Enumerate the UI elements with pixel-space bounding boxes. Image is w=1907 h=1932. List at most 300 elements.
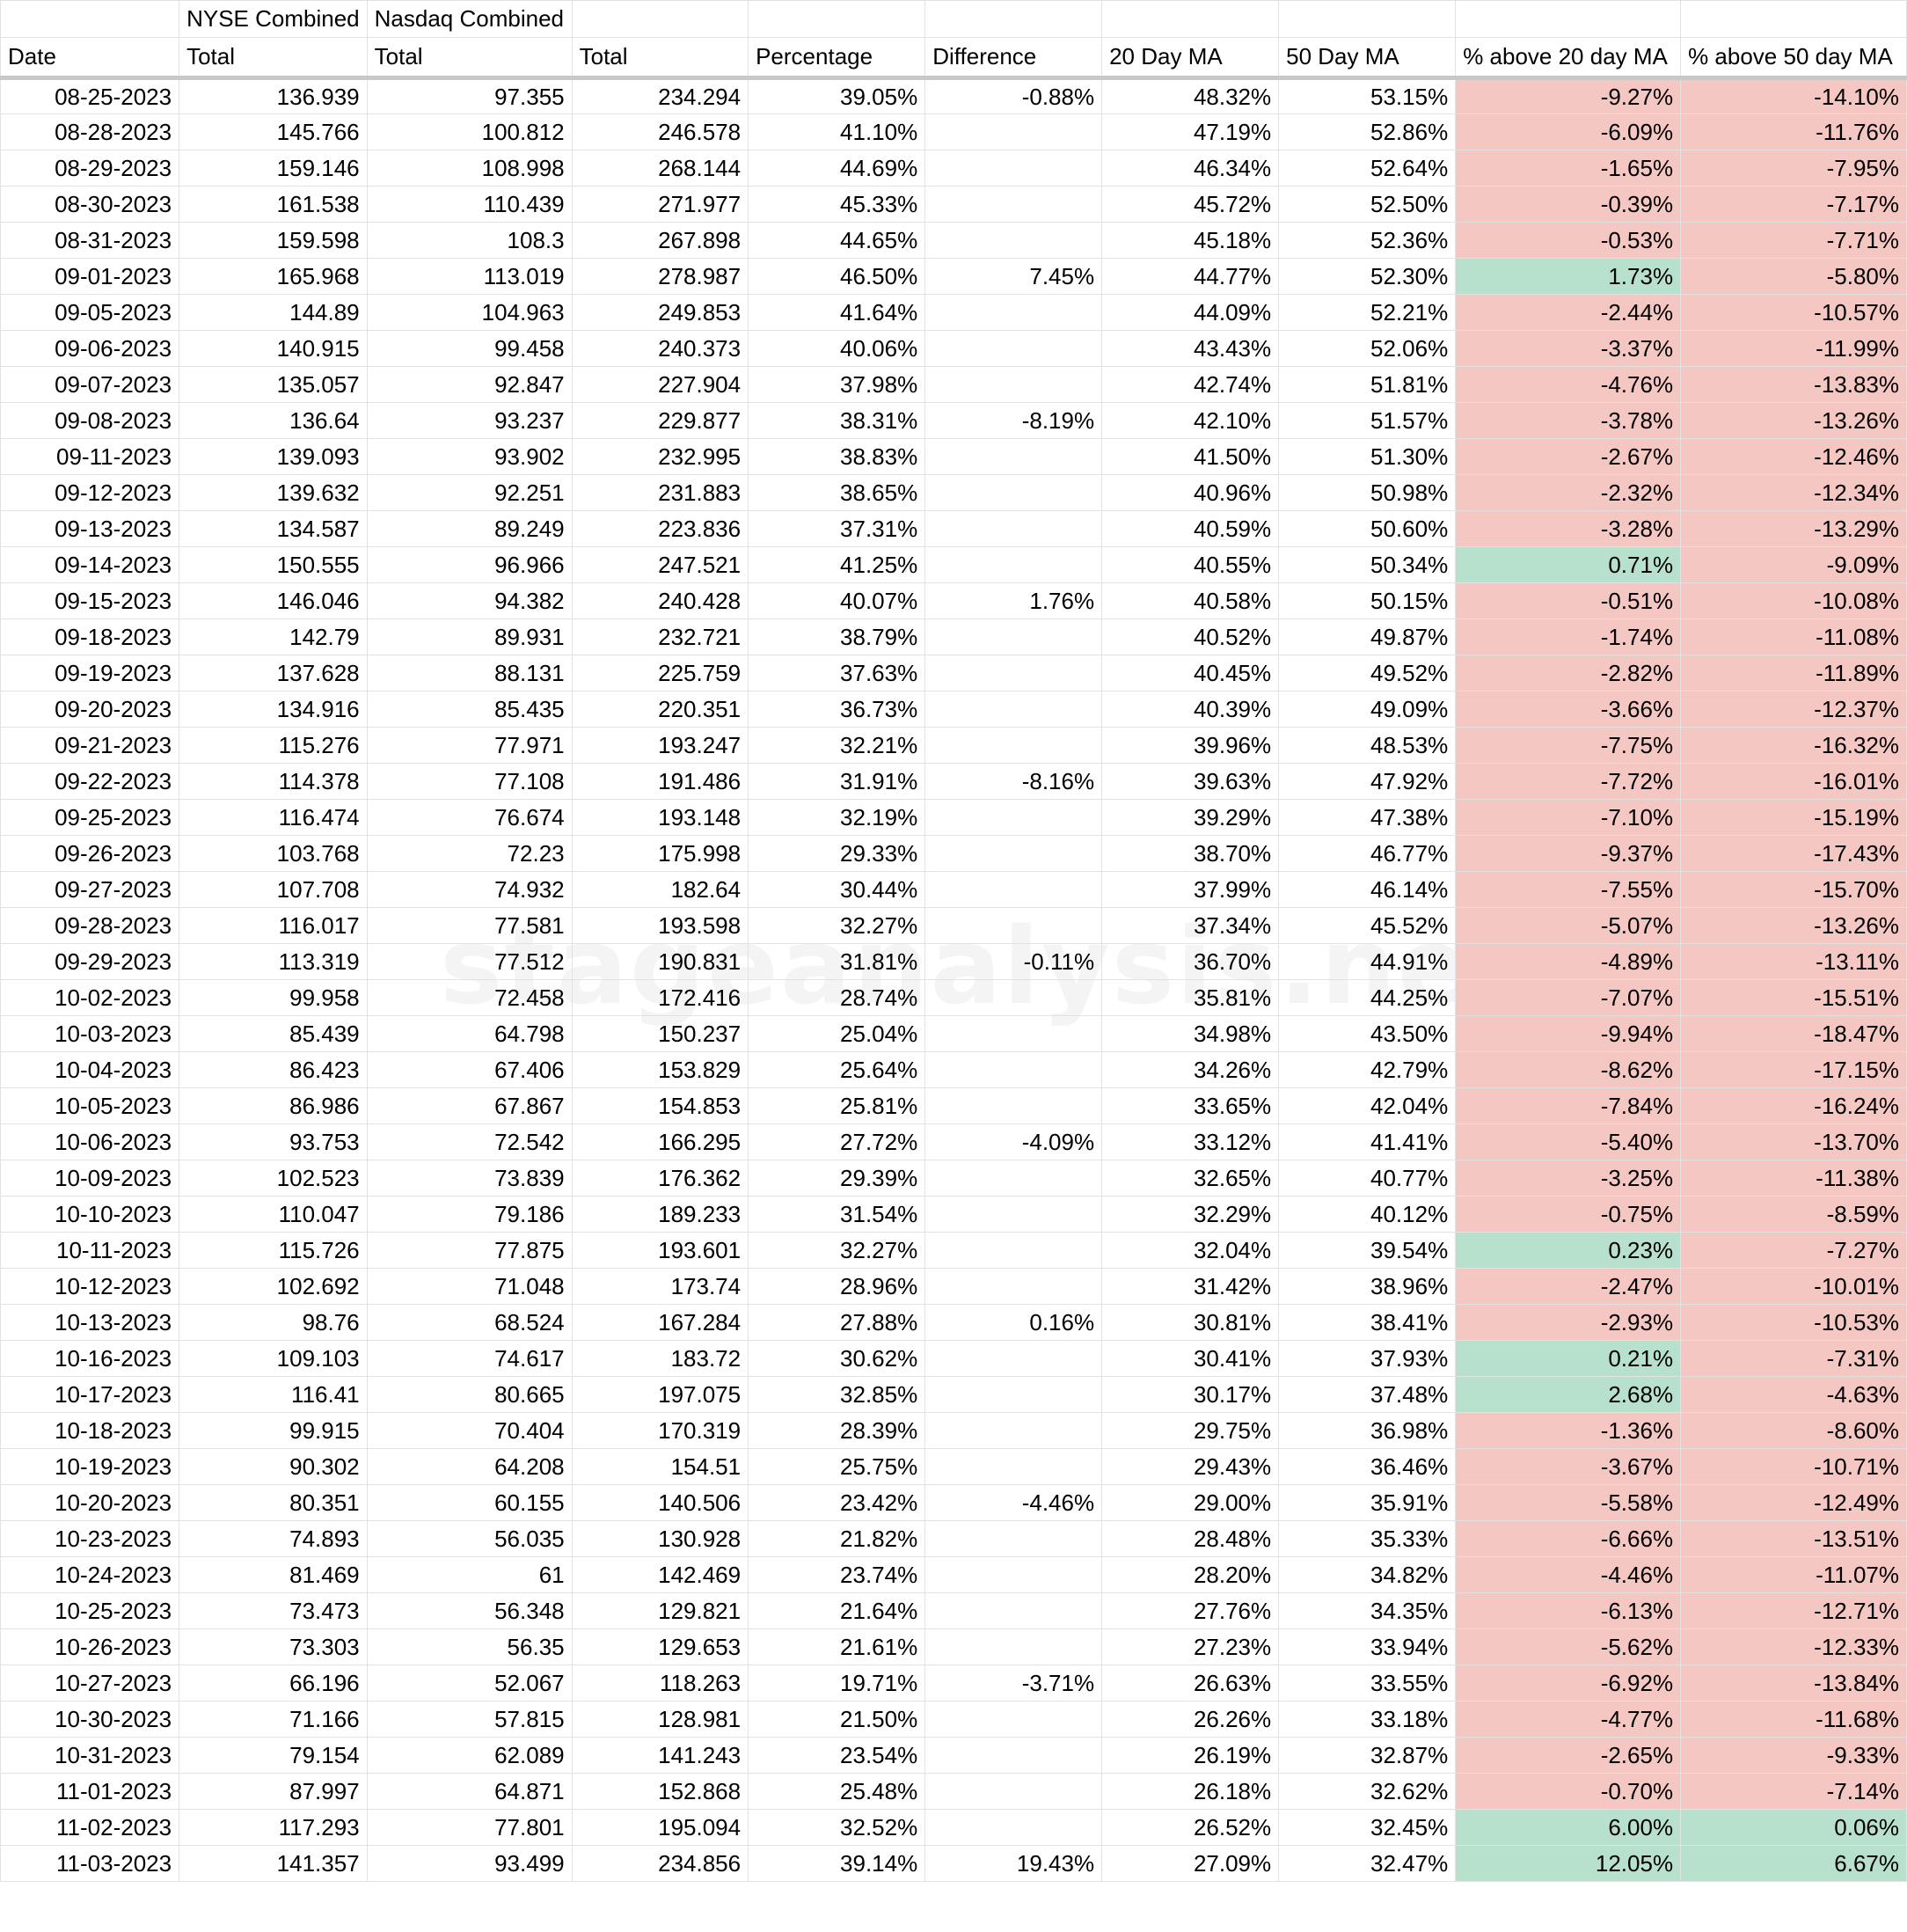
cell-pct-above-20ma[interactable]: -4.77%	[1456, 1701, 1681, 1738]
cell-pct-above-50ma[interactable]: -13.83%	[1681, 367, 1907, 403]
cell-pct-above-20ma[interactable]: -1.36%	[1456, 1413, 1681, 1449]
cell-pct-above-20ma[interactable]: -3.37%	[1456, 331, 1681, 367]
cell-percentage[interactable]: 27.72%	[749, 1124, 925, 1160]
cell-pct-above-50ma[interactable]: -12.71%	[1681, 1593, 1907, 1629]
cell-difference[interactable]	[925, 1269, 1102, 1305]
cell-pct-above-20ma[interactable]: -2.67%	[1456, 439, 1681, 475]
cell-nyse-total[interactable]: 139.632	[179, 475, 368, 511]
cell-difference[interactable]: -4.46%	[925, 1485, 1102, 1521]
cell-nyse-total[interactable]: 142.79	[179, 619, 368, 655]
cell-nasdaq-total[interactable]: 73.839	[367, 1160, 572, 1197]
cell-ma50[interactable]: 44.91%	[1279, 944, 1456, 980]
cell-date[interactable]: 09-14-2023	[1, 547, 179, 583]
cell-percentage[interactable]: 40.07%	[749, 583, 925, 619]
cell-pct-above-50ma[interactable]: -15.51%	[1681, 980, 1907, 1016]
cell-ma50[interactable]: 49.87%	[1279, 619, 1456, 655]
cell-difference[interactable]: 7.45%	[925, 259, 1102, 295]
cell-difference[interactable]	[925, 367, 1102, 403]
cell-nyse-total[interactable]: 115.276	[179, 728, 368, 764]
cell-total[interactable]: 140.506	[572, 1485, 748, 1521]
cell-pct-above-20ma[interactable]: -2.65%	[1456, 1738, 1681, 1774]
cell-nasdaq-total[interactable]: 77.108	[367, 764, 572, 800]
cell-pct-above-20ma[interactable]: -3.66%	[1456, 692, 1681, 728]
cell-ma50[interactable]: 46.77%	[1279, 836, 1456, 872]
cell-ma50[interactable]: 32.45%	[1279, 1810, 1456, 1846]
cell-ma20[interactable]: 36.70%	[1102, 944, 1279, 980]
cell-pct-above-20ma[interactable]: -6.66%	[1456, 1521, 1681, 1557]
cell-nyse-total[interactable]: 86.986	[179, 1088, 368, 1124]
cell-difference[interactable]	[925, 1738, 1102, 1774]
cell-pct-above-50ma[interactable]: -5.80%	[1681, 259, 1907, 295]
cell-pct-above-50ma[interactable]: -13.11%	[1681, 944, 1907, 980]
cell-total[interactable]: 154.51	[572, 1449, 748, 1485]
cell-pct-above-50ma[interactable]: -12.37%	[1681, 692, 1907, 728]
cell-date[interactable]: 08-31-2023	[1, 223, 179, 259]
cell-difference[interactable]	[925, 1197, 1102, 1233]
cell-ma50[interactable]: 36.46%	[1279, 1449, 1456, 1485]
cell-total[interactable]: 153.829	[572, 1052, 748, 1088]
cell-nasdaq-total[interactable]: 108.998	[367, 150, 572, 187]
cell-nasdaq-total[interactable]: 67.406	[367, 1052, 572, 1088]
cell-ma50[interactable]: 38.96%	[1279, 1269, 1456, 1305]
cell-pct-above-50ma[interactable]: -11.99%	[1681, 331, 1907, 367]
cell-nasdaq-total[interactable]: 100.812	[367, 114, 572, 150]
cell-difference[interactable]	[925, 1377, 1102, 1413]
cell-nyse-total[interactable]: 136.939	[179, 78, 368, 114]
cell-pct-above-20ma[interactable]: -7.75%	[1456, 728, 1681, 764]
cell-percentage[interactable]: 23.74%	[749, 1557, 925, 1593]
cell-pct-above-50ma[interactable]: 6.67%	[1681, 1846, 1907, 1882]
cell-date[interactable]: 09-21-2023	[1, 728, 179, 764]
cell-nasdaq-total[interactable]: 99.458	[367, 331, 572, 367]
cell-pct-above-20ma[interactable]: -6.09%	[1456, 114, 1681, 150]
cell-percentage[interactable]: 25.81%	[749, 1088, 925, 1124]
cell-pct-above-50ma[interactable]: -15.19%	[1681, 800, 1907, 836]
cell-percentage[interactable]: 41.25%	[749, 547, 925, 583]
cell-ma50[interactable]: 52.86%	[1279, 114, 1456, 150]
cell-ma20[interactable]: 42.74%	[1102, 367, 1279, 403]
cell-total[interactable]: 240.373	[572, 331, 748, 367]
cell-total[interactable]: 118.263	[572, 1665, 748, 1701]
cell-ma50[interactable]: 50.60%	[1279, 511, 1456, 547]
cell-percentage[interactable]: 25.64%	[749, 1052, 925, 1088]
cell-difference[interactable]	[925, 150, 1102, 187]
cell-date[interactable]: 09-25-2023	[1, 800, 179, 836]
cell-percentage[interactable]: 40.06%	[749, 331, 925, 367]
cell-ma50[interactable]: 32.62%	[1279, 1774, 1456, 1810]
cell-pct-above-20ma[interactable]: -1.74%	[1456, 619, 1681, 655]
cell-total[interactable]: 166.295	[572, 1124, 748, 1160]
cell-ma50[interactable]: 48.53%	[1279, 728, 1456, 764]
cell-percentage[interactable]: 32.27%	[749, 1233, 925, 1269]
column-header-date[interactable]: Date	[1, 38, 179, 78]
cell-total[interactable]: 193.598	[572, 908, 748, 944]
cell-pct-above-50ma[interactable]: -7.95%	[1681, 150, 1907, 187]
cell-percentage[interactable]: 38.79%	[749, 619, 925, 655]
cell-difference[interactable]	[925, 1341, 1102, 1377]
cell-percentage[interactable]: 32.27%	[749, 908, 925, 944]
cell-pct-above-20ma[interactable]: -2.82%	[1456, 655, 1681, 692]
cell-difference[interactable]	[925, 114, 1102, 150]
cell-date[interactable]: 09-27-2023	[1, 872, 179, 908]
cell-pct-above-20ma[interactable]: -7.07%	[1456, 980, 1681, 1016]
column-header-ma50[interactable]: 50 Day MA	[1279, 38, 1456, 78]
cell-ma50[interactable]: 32.47%	[1279, 1846, 1456, 1882]
cell-ma50[interactable]: 42.79%	[1279, 1052, 1456, 1088]
cell-percentage[interactable]: 32.85%	[749, 1377, 925, 1413]
cell-nyse-total[interactable]: 113.319	[179, 944, 368, 980]
cell-total[interactable]: 232.995	[572, 439, 748, 475]
cell-ma50[interactable]: 43.50%	[1279, 1016, 1456, 1052]
cell-total[interactable]: 234.856	[572, 1846, 748, 1882]
cell-percentage[interactable]: 21.50%	[749, 1701, 925, 1738]
cell-pct-above-50ma[interactable]: -7.27%	[1681, 1233, 1907, 1269]
cell-date[interactable]: 09-19-2023	[1, 655, 179, 692]
cell-total[interactable]: 141.243	[572, 1738, 748, 1774]
cell-total[interactable]: 225.759	[572, 655, 748, 692]
group-header-date[interactable]	[1, 1, 179, 38]
cell-difference[interactable]: 1.76%	[925, 583, 1102, 619]
cell-ma50[interactable]: 41.41%	[1279, 1124, 1456, 1160]
column-header-difference[interactable]: Difference	[925, 38, 1102, 78]
cell-nasdaq-total[interactable]: 80.665	[367, 1377, 572, 1413]
cell-nasdaq-total[interactable]: 79.186	[367, 1197, 572, 1233]
cell-ma20[interactable]: 30.17%	[1102, 1377, 1279, 1413]
cell-ma20[interactable]: 26.63%	[1102, 1665, 1279, 1701]
cell-nasdaq-total[interactable]: 92.251	[367, 475, 572, 511]
cell-date[interactable]: 09-07-2023	[1, 367, 179, 403]
cell-date[interactable]: 09-18-2023	[1, 619, 179, 655]
cell-nyse-total[interactable]: 116.017	[179, 908, 368, 944]
cell-nyse-total[interactable]: 144.89	[179, 295, 368, 331]
cell-pct-above-20ma[interactable]: -0.51%	[1456, 583, 1681, 619]
cell-pct-above-50ma[interactable]: -10.71%	[1681, 1449, 1907, 1485]
cell-ma20[interactable]: 28.48%	[1102, 1521, 1279, 1557]
cell-nyse-total[interactable]: 90.302	[179, 1449, 368, 1485]
cell-ma20[interactable]: 28.20%	[1102, 1557, 1279, 1593]
cell-nyse-total[interactable]: 140.915	[179, 331, 368, 367]
cell-pct-above-50ma[interactable]: -12.49%	[1681, 1485, 1907, 1521]
cell-percentage[interactable]: 32.19%	[749, 800, 925, 836]
cell-pct-above-20ma[interactable]: -7.10%	[1456, 800, 1681, 836]
cell-percentage[interactable]: 28.39%	[749, 1413, 925, 1449]
cell-ma50[interactable]: 50.98%	[1279, 475, 1456, 511]
cell-pct-above-20ma[interactable]: -5.62%	[1456, 1629, 1681, 1665]
cell-nasdaq-total[interactable]: 97.355	[367, 78, 572, 114]
cell-nyse-total[interactable]: 71.166	[179, 1701, 368, 1738]
cell-pct-above-20ma[interactable]: -4.46%	[1456, 1557, 1681, 1593]
cell-pct-above-50ma[interactable]: -17.15%	[1681, 1052, 1907, 1088]
cell-ma50[interactable]: 32.87%	[1279, 1738, 1456, 1774]
cell-nasdaq-total[interactable]: 77.875	[367, 1233, 572, 1269]
cell-date[interactable]: 10-26-2023	[1, 1629, 179, 1665]
cell-pct-above-20ma[interactable]: 12.05%	[1456, 1846, 1681, 1882]
cell-percentage[interactable]: 36.73%	[749, 692, 925, 728]
cell-date[interactable]: 10-25-2023	[1, 1593, 179, 1629]
cell-pct-above-50ma[interactable]: -7.31%	[1681, 1341, 1907, 1377]
cell-ma50[interactable]: 40.12%	[1279, 1197, 1456, 1233]
cell-difference[interactable]	[925, 800, 1102, 836]
cell-ma20[interactable]: 32.29%	[1102, 1197, 1279, 1233]
cell-ma20[interactable]: 37.99%	[1102, 872, 1279, 908]
cell-ma50[interactable]: 52.06%	[1279, 331, 1456, 367]
cell-total[interactable]: 183.72	[572, 1341, 748, 1377]
cell-ma50[interactable]: 51.57%	[1279, 403, 1456, 439]
cell-nasdaq-total[interactable]: 92.847	[367, 367, 572, 403]
cell-pct-above-50ma[interactable]: -10.57%	[1681, 295, 1907, 331]
cell-nyse-total[interactable]: 161.538	[179, 187, 368, 223]
cell-difference[interactable]: 19.43%	[925, 1846, 1102, 1882]
cell-ma50[interactable]: 49.52%	[1279, 655, 1456, 692]
cell-date[interactable]: 08-28-2023	[1, 114, 179, 150]
cell-difference[interactable]	[925, 1413, 1102, 1449]
cell-percentage[interactable]: 45.33%	[749, 187, 925, 223]
cell-ma50[interactable]: 45.52%	[1279, 908, 1456, 944]
cell-pct-above-50ma[interactable]: -13.70%	[1681, 1124, 1907, 1160]
cell-difference[interactable]	[925, 872, 1102, 908]
cell-nyse-total[interactable]: 80.351	[179, 1485, 368, 1521]
cell-total[interactable]: 142.469	[572, 1557, 748, 1593]
cell-percentage[interactable]: 32.21%	[749, 728, 925, 764]
cell-nasdaq-total[interactable]: 93.237	[367, 403, 572, 439]
cell-nasdaq-total[interactable]: 70.404	[367, 1413, 572, 1449]
cell-percentage[interactable]: 41.10%	[749, 114, 925, 150]
cell-difference[interactable]	[925, 511, 1102, 547]
cell-date[interactable]: 09-29-2023	[1, 944, 179, 980]
cell-ma20[interactable]: 33.12%	[1102, 1124, 1279, 1160]
cell-ma50[interactable]: 51.81%	[1279, 367, 1456, 403]
cell-nasdaq-total[interactable]: 72.542	[367, 1124, 572, 1160]
cell-difference[interactable]	[925, 1774, 1102, 1810]
cell-nasdaq-total[interactable]: 56.35	[367, 1629, 572, 1665]
cell-ma50[interactable]: 52.36%	[1279, 223, 1456, 259]
cell-ma20[interactable]: 29.00%	[1102, 1485, 1279, 1521]
column-header-ma20[interactable]: 20 Day MA	[1102, 38, 1279, 78]
column-header-pct-above-50ma[interactable]: % above 50 day MA	[1681, 38, 1907, 78]
cell-date[interactable]: 10-27-2023	[1, 1665, 179, 1701]
cell-pct-above-50ma[interactable]: -11.68%	[1681, 1701, 1907, 1738]
cell-ma20[interactable]: 45.72%	[1102, 187, 1279, 223]
cell-ma20[interactable]: 27.76%	[1102, 1593, 1279, 1629]
cell-pct-above-20ma[interactable]: -7.84%	[1456, 1088, 1681, 1124]
cell-difference[interactable]: 0.16%	[925, 1305, 1102, 1341]
cell-percentage[interactable]: 21.61%	[749, 1629, 925, 1665]
cell-nyse-total[interactable]: 110.047	[179, 1197, 368, 1233]
cell-difference[interactable]	[925, 187, 1102, 223]
cell-nyse-total[interactable]: 93.753	[179, 1124, 368, 1160]
cell-percentage[interactable]: 37.98%	[749, 367, 925, 403]
cell-difference[interactable]	[925, 331, 1102, 367]
cell-date[interactable]: 10-05-2023	[1, 1088, 179, 1124]
cell-total[interactable]: 246.578	[572, 114, 748, 150]
cell-pct-above-50ma[interactable]: -13.26%	[1681, 908, 1907, 944]
cell-total[interactable]: 193.247	[572, 728, 748, 764]
cell-nasdaq-total[interactable]: 85.435	[367, 692, 572, 728]
cell-ma20[interactable]: 32.65%	[1102, 1160, 1279, 1197]
cell-difference[interactable]	[925, 728, 1102, 764]
cell-pct-above-50ma[interactable]: -18.47%	[1681, 1016, 1907, 1052]
cell-difference[interactable]: -3.71%	[925, 1665, 1102, 1701]
cell-pct-above-50ma[interactable]: -7.17%	[1681, 187, 1907, 223]
cell-date[interactable]: 10-02-2023	[1, 980, 179, 1016]
group-header-ma20[interactable]	[1102, 1, 1279, 38]
cell-date[interactable]: 10-06-2023	[1, 1124, 179, 1160]
cell-total[interactable]: 220.351	[572, 692, 748, 728]
cell-date[interactable]: 10-30-2023	[1, 1701, 179, 1738]
cell-percentage[interactable]: 41.64%	[749, 295, 925, 331]
cell-ma50[interactable]: 33.94%	[1279, 1629, 1456, 1665]
cell-pct-above-50ma[interactable]: -10.01%	[1681, 1269, 1907, 1305]
cell-percentage[interactable]: 29.39%	[749, 1160, 925, 1197]
cell-percentage[interactable]: 23.42%	[749, 1485, 925, 1521]
cell-date[interactable]: 10-09-2023	[1, 1160, 179, 1197]
cell-pct-above-50ma[interactable]: -9.33%	[1681, 1738, 1907, 1774]
cell-nasdaq-total[interactable]: 68.524	[367, 1305, 572, 1341]
cell-percentage[interactable]: 38.31%	[749, 403, 925, 439]
cell-ma50[interactable]: 37.48%	[1279, 1377, 1456, 1413]
cell-difference[interactable]: -4.09%	[925, 1124, 1102, 1160]
cell-pct-above-50ma[interactable]: -7.14%	[1681, 1774, 1907, 1810]
cell-ma20[interactable]: 27.23%	[1102, 1629, 1279, 1665]
cell-ma50[interactable]: 44.25%	[1279, 980, 1456, 1016]
cell-nasdaq-total[interactable]: 89.249	[367, 511, 572, 547]
cell-ma50[interactable]: 52.64%	[1279, 150, 1456, 187]
cell-nasdaq-total[interactable]: 113.019	[367, 259, 572, 295]
cell-ma50[interactable]: 52.21%	[1279, 295, 1456, 331]
cell-difference[interactable]	[925, 1593, 1102, 1629]
cell-ma20[interactable]: 40.52%	[1102, 619, 1279, 655]
cell-ma50[interactable]: 35.33%	[1279, 1521, 1456, 1557]
cell-nasdaq-total[interactable]: 108.3	[367, 223, 572, 259]
cell-nasdaq-total[interactable]: 77.971	[367, 728, 572, 764]
cell-ma20[interactable]: 39.63%	[1102, 764, 1279, 800]
cell-date[interactable]: 08-29-2023	[1, 150, 179, 187]
cell-ma50[interactable]: 42.04%	[1279, 1088, 1456, 1124]
cell-date[interactable]: 09-12-2023	[1, 475, 179, 511]
cell-ma20[interactable]: 44.09%	[1102, 295, 1279, 331]
cell-total[interactable]: 271.977	[572, 187, 748, 223]
cell-pct-above-20ma[interactable]: -2.47%	[1456, 1269, 1681, 1305]
cell-ma20[interactable]: 39.29%	[1102, 800, 1279, 836]
cell-nyse-total[interactable]: 159.146	[179, 150, 368, 187]
cell-ma20[interactable]: 30.81%	[1102, 1305, 1279, 1341]
cell-nyse-total[interactable]: 107.708	[179, 872, 368, 908]
cell-percentage[interactable]: 28.96%	[749, 1269, 925, 1305]
cell-ma50[interactable]: 33.18%	[1279, 1701, 1456, 1738]
cell-difference[interactable]	[925, 619, 1102, 655]
cell-pct-above-20ma[interactable]: -2.44%	[1456, 295, 1681, 331]
cell-date[interactable]: 09-11-2023	[1, 439, 179, 475]
cell-ma20[interactable]: 48.32%	[1102, 78, 1279, 114]
cell-ma20[interactable]: 40.96%	[1102, 475, 1279, 511]
cell-percentage[interactable]: 25.04%	[749, 1016, 925, 1052]
cell-pct-above-50ma[interactable]: 0.06%	[1681, 1810, 1907, 1846]
cell-date[interactable]: 09-05-2023	[1, 295, 179, 331]
cell-nyse-total[interactable]: 146.046	[179, 583, 368, 619]
cell-percentage[interactable]: 25.75%	[749, 1449, 925, 1485]
cell-date[interactable]: 10-16-2023	[1, 1341, 179, 1377]
cell-percentage[interactable]: 29.33%	[749, 836, 925, 872]
cell-difference[interactable]	[925, 1088, 1102, 1124]
cell-ma20[interactable]: 40.59%	[1102, 511, 1279, 547]
cell-ma20[interactable]: 35.81%	[1102, 980, 1279, 1016]
cell-percentage[interactable]: 23.54%	[749, 1738, 925, 1774]
cell-pct-above-50ma[interactable]: -16.01%	[1681, 764, 1907, 800]
cell-percentage[interactable]: 38.65%	[749, 475, 925, 511]
cell-ma50[interactable]: 47.92%	[1279, 764, 1456, 800]
cell-pct-above-20ma[interactable]: 6.00%	[1456, 1810, 1681, 1846]
cell-nyse-total[interactable]: 79.154	[179, 1738, 368, 1774]
cell-nasdaq-total[interactable]: 74.932	[367, 872, 572, 908]
group-header-nasdaq-total[interactable]: Nasdaq Combined	[367, 1, 572, 38]
cell-total[interactable]: 189.233	[572, 1197, 748, 1233]
cell-ma50[interactable]: 47.38%	[1279, 800, 1456, 836]
column-header-percentage[interactable]: Percentage	[749, 38, 925, 78]
cell-nasdaq-total[interactable]: 62.089	[367, 1738, 572, 1774]
cell-nasdaq-total[interactable]: 76.674	[367, 800, 572, 836]
cell-date[interactable]: 10-10-2023	[1, 1197, 179, 1233]
cell-ma50[interactable]: 37.93%	[1279, 1341, 1456, 1377]
cell-difference[interactable]	[925, 1449, 1102, 1485]
cell-nasdaq-total[interactable]: 56.348	[367, 1593, 572, 1629]
cell-total[interactable]: 229.877	[572, 403, 748, 439]
cell-ma20[interactable]: 32.04%	[1102, 1233, 1279, 1269]
cell-percentage[interactable]: 30.44%	[749, 872, 925, 908]
cell-pct-above-20ma[interactable]: 0.21%	[1456, 1341, 1681, 1377]
cell-total[interactable]: 249.853	[572, 295, 748, 331]
cell-total[interactable]: 129.653	[572, 1629, 748, 1665]
cell-pct-above-20ma[interactable]: -3.78%	[1456, 403, 1681, 439]
group-header-percentage[interactable]	[749, 1, 925, 38]
cell-nyse-total[interactable]: 66.196	[179, 1665, 368, 1701]
cell-difference[interactable]	[925, 1810, 1102, 1846]
cell-pct-above-20ma[interactable]: 0.71%	[1456, 547, 1681, 583]
cell-nyse-total[interactable]: 103.768	[179, 836, 368, 872]
cell-nyse-total[interactable]: 109.103	[179, 1341, 368, 1377]
cell-ma20[interactable]: 44.77%	[1102, 259, 1279, 295]
cell-difference[interactable]	[925, 836, 1102, 872]
cell-difference[interactable]	[925, 1521, 1102, 1557]
column-header-nasdaq-total[interactable]: Total	[367, 38, 572, 78]
cell-nyse-total[interactable]: 73.473	[179, 1593, 368, 1629]
cell-nasdaq-total[interactable]: 104.963	[367, 295, 572, 331]
cell-percentage[interactable]: 19.71%	[749, 1665, 925, 1701]
cell-percentage[interactable]: 27.88%	[749, 1305, 925, 1341]
cell-date[interactable]: 09-20-2023	[1, 692, 179, 728]
cell-total[interactable]: 128.981	[572, 1701, 748, 1738]
cell-ma50[interactable]: 46.14%	[1279, 872, 1456, 908]
cell-total[interactable]: 191.486	[572, 764, 748, 800]
cell-percentage[interactable]: 25.48%	[749, 1774, 925, 1810]
cell-date[interactable]: 08-30-2023	[1, 187, 179, 223]
cell-difference[interactable]	[925, 692, 1102, 728]
cell-nyse-total[interactable]: 85.439	[179, 1016, 368, 1052]
cell-ma50[interactable]: 50.15%	[1279, 583, 1456, 619]
cell-pct-above-20ma[interactable]: -5.58%	[1456, 1485, 1681, 1521]
cell-ma50[interactable]: 36.98%	[1279, 1413, 1456, 1449]
cell-total[interactable]: 232.721	[572, 619, 748, 655]
cell-date[interactable]: 09-13-2023	[1, 511, 179, 547]
cell-total[interactable]: 268.144	[572, 150, 748, 187]
cell-nyse-total[interactable]: 141.357	[179, 1846, 368, 1882]
cell-date[interactable]: 10-11-2023	[1, 1233, 179, 1269]
cell-date[interactable]: 08-25-2023	[1, 78, 179, 114]
cell-total[interactable]: 227.904	[572, 367, 748, 403]
cell-date[interactable]: 09-15-2023	[1, 583, 179, 619]
cell-difference[interactable]	[925, 475, 1102, 511]
cell-nyse-total[interactable]: 139.093	[179, 439, 368, 475]
cell-total[interactable]: 173.74	[572, 1269, 748, 1305]
